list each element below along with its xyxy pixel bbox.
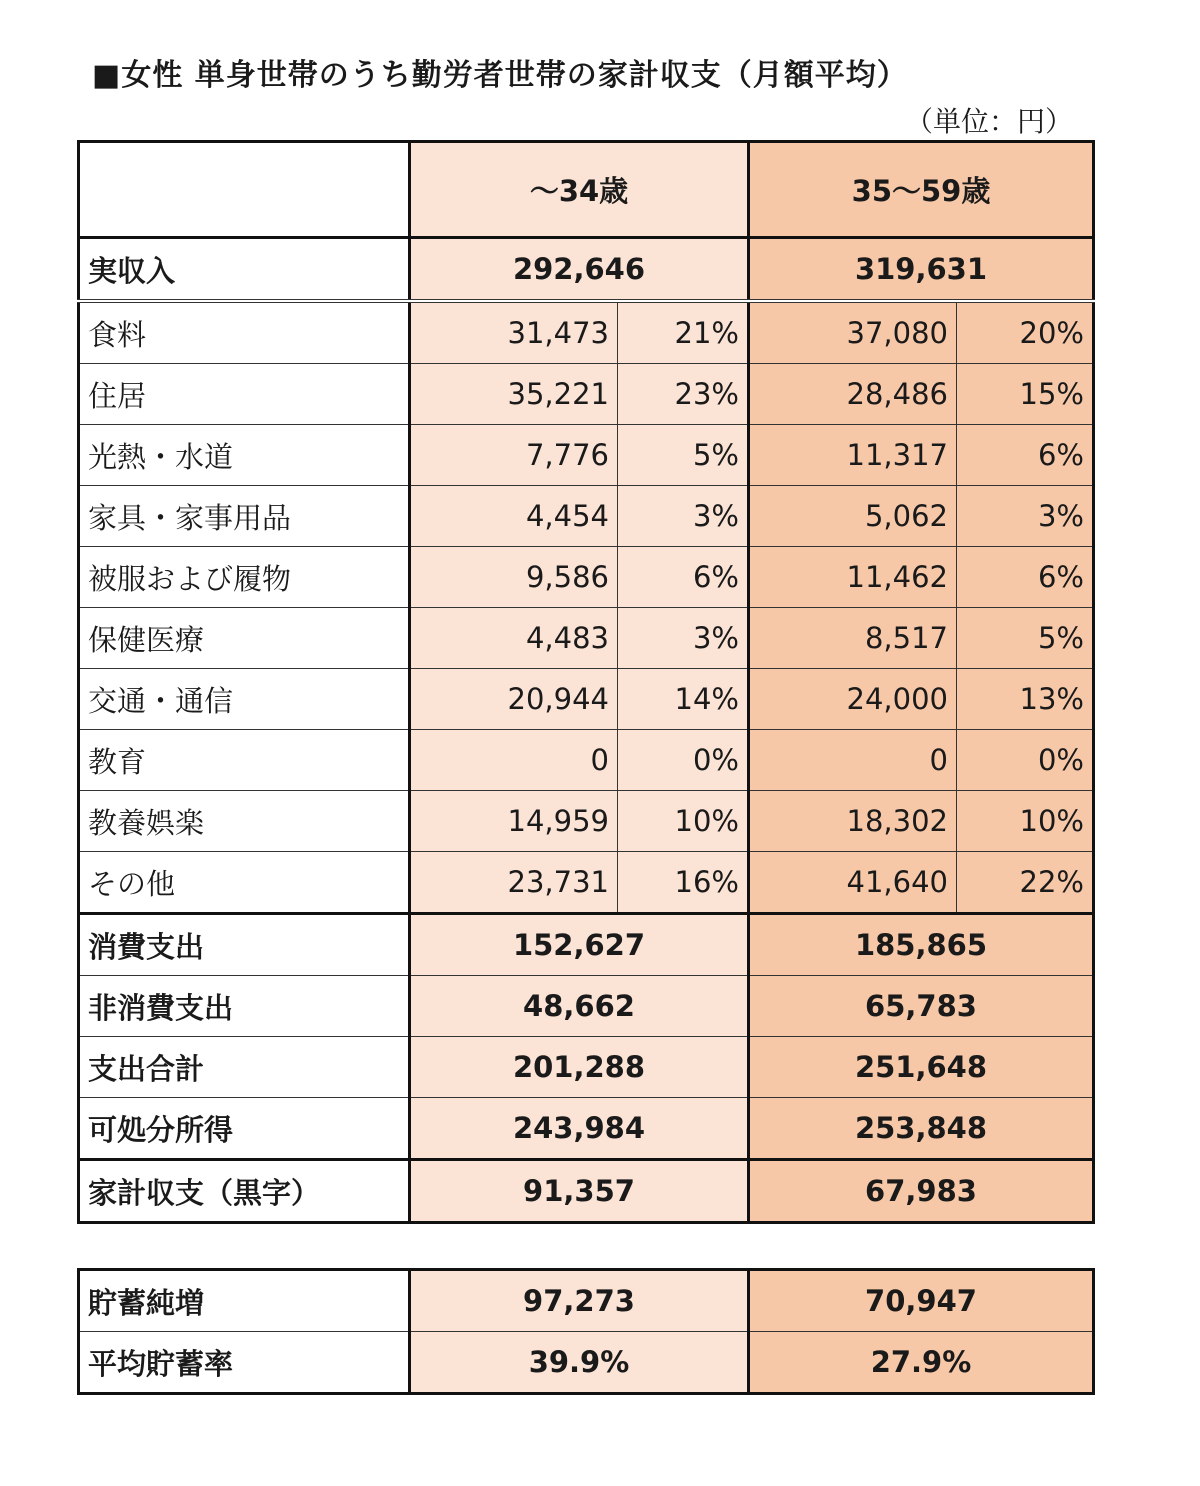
amount-cell: 4,483 (410, 608, 618, 669)
amount-cell: 28,486 (749, 364, 957, 425)
total-row (79, 976, 1094, 1037)
value-cell: 253,848 (749, 1098, 1094, 1160)
value-cell: 65,783 (749, 976, 1094, 1037)
expense-row (79, 730, 1094, 791)
percent-cell: 20% (957, 301, 1094, 364)
total-row (79, 914, 1094, 976)
amount-cell: 7,776 (410, 425, 618, 486)
percent-cell: 14% (618, 669, 749, 730)
amount-cell: 5,062 (749, 486, 957, 547)
expense-rows (79, 301, 1094, 914)
percent-cell: 15% (957, 364, 1094, 425)
value-cell: 91,357 (410, 1160, 749, 1223)
value-cell: 67,983 (749, 1160, 1094, 1223)
row-label: 支出合計 (79, 1037, 410, 1098)
percent-cell: 13% (957, 669, 1094, 730)
savings-row (79, 1270, 1094, 1332)
amount-cell: 20,944 (410, 669, 618, 730)
value-cell: 48,662 (410, 976, 749, 1037)
row-label: 被服および履物 (79, 547, 410, 608)
expense-row (79, 364, 1094, 425)
savings-row (79, 1332, 1094, 1394)
percent-cell: 0% (618, 730, 749, 791)
amount-cell: 8,517 (749, 608, 957, 669)
percent-cell: 6% (957, 547, 1094, 608)
amount-cell: 11,317 (749, 425, 957, 486)
value-cell: 185,865 (749, 914, 1094, 976)
percent-cell: 6% (618, 547, 749, 608)
total-rows (79, 914, 1094, 1223)
percent-cell: 16% (618, 852, 749, 914)
percent-cell: 3% (957, 486, 1094, 547)
row-label: 非消費支出 (79, 976, 410, 1037)
amount-cell: 18,302 (749, 791, 957, 852)
value-cell: 292,646 (410, 238, 749, 302)
percent-cell: 21% (618, 301, 749, 364)
expense-row (79, 791, 1094, 852)
value-cell: 243,984 (410, 1098, 749, 1160)
amount-cell: 35,221 (410, 364, 618, 425)
amount-cell: 11,462 (749, 547, 957, 608)
row-label: 保健医療 (79, 608, 410, 669)
value-cell: 201,288 (410, 1037, 749, 1098)
income-row (79, 238, 1094, 302)
table-title: ■女性 単身世帯のうち勤労者世帯の家計収支（月額平均） (92, 58, 908, 93)
amount-cell: 41,640 (749, 852, 957, 914)
row-label: 可処分所得 (79, 1098, 410, 1160)
expense-row (79, 852, 1094, 914)
amount-cell: 31,473 (410, 301, 618, 364)
expense-row (79, 425, 1094, 486)
header-row (79, 142, 1094, 238)
row-label: その他 (79, 852, 410, 914)
header-empty-cell (79, 142, 410, 238)
percent-cell: 0% (957, 730, 1094, 791)
value-cell: 39.9% (410, 1332, 749, 1394)
row-label: 住居 (79, 364, 410, 425)
value-cell: 70,947 (749, 1270, 1094, 1332)
amount-cell: 4,454 (410, 486, 618, 547)
percent-cell: 23% (618, 364, 749, 425)
row-label: 食料 (79, 301, 410, 364)
household-budget-table (77, 140, 1095, 1224)
amount-cell: 9,586 (410, 547, 618, 608)
expense-row (79, 669, 1094, 730)
expense-row (79, 486, 1094, 547)
percent-cell: 5% (957, 608, 1094, 669)
column-header-35-59: 35～59歳 (749, 142, 1094, 238)
amount-cell: 14,959 (410, 791, 618, 852)
savings-table (77, 1268, 1095, 1395)
percent-cell: 10% (618, 791, 749, 852)
row-label: 家計収支（黒字） (79, 1160, 410, 1223)
row-label: 実収入 (79, 238, 410, 302)
percent-cell: 6% (957, 425, 1094, 486)
total-row (79, 1160, 1094, 1223)
row-label: 平均貯蓄率 (79, 1332, 410, 1394)
total-row (79, 1037, 1094, 1098)
row-label: 貯蓄純増 (79, 1270, 410, 1332)
value-cell: 27.9% (749, 1332, 1094, 1394)
percent-cell: 10% (957, 791, 1094, 852)
percent-cell: 22% (957, 852, 1094, 914)
expense-row (79, 608, 1094, 669)
value-cell: 319,631 (749, 238, 1094, 302)
row-label: 交通・通信 (79, 669, 410, 730)
percent-cell: 3% (618, 486, 749, 547)
amount-cell: 0 (749, 730, 957, 791)
column-header-under-34: ～34歳 (410, 142, 749, 238)
amount-cell: 0 (410, 730, 618, 791)
row-label: 消費支出 (79, 914, 410, 976)
unit-note: （単位：円） (905, 105, 1074, 138)
row-label: 教育 (79, 730, 410, 791)
value-cell: 251,648 (749, 1037, 1094, 1098)
amount-cell: 24,000 (749, 669, 957, 730)
row-label: 教養娯楽 (79, 791, 410, 852)
row-label: 光熱・水道 (79, 425, 410, 486)
percent-cell: 3% (618, 608, 749, 669)
value-cell: 97,273 (410, 1270, 749, 1332)
value-cell: 152,627 (410, 914, 749, 976)
expense-row (79, 547, 1094, 608)
percent-cell: 5% (618, 425, 749, 486)
row-label: 家具・家事用品 (79, 486, 410, 547)
total-row (79, 1098, 1094, 1160)
amount-cell: 37,080 (749, 301, 957, 364)
amount-cell: 23,731 (410, 852, 618, 914)
expense-row (79, 301, 1094, 364)
